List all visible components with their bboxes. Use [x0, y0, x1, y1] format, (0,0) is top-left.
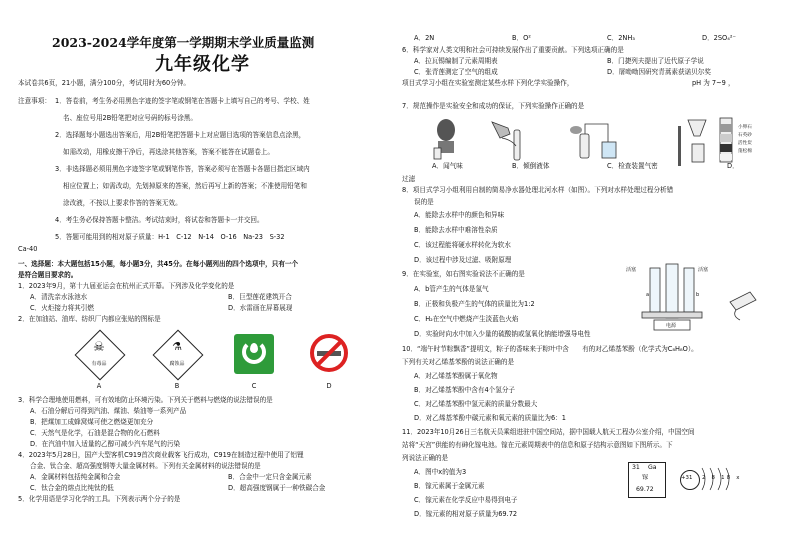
notice-1b: 名、座位号用2B铅笔把对应号码的标号涂黑。 [63, 114, 197, 122]
atomic-mass: 69.72 [636, 486, 654, 493]
q4-option-b: B．合金中一定只含金属元素 [228, 473, 312, 481]
q2-sign-b: ⚗ 腐蚀品 B [153, 330, 201, 378]
element-symbol: Ga [648, 464, 657, 471]
q4-option-c: C．钛合金的熔点比纯钛的低 [30, 484, 114, 492]
q4-stem: 4．2023年5月28日，国产大型客机C919首次商业载客飞行成功，C919在制造过程中使用了铝锂 [18, 451, 304, 459]
q1-option-c: C．火炬接力将其引燃 [30, 304, 94, 312]
q6-line3: pH 为 7~9 ， [692, 79, 735, 87]
notice-1a: 1．答卷前，考生务必用黑色字迹的签字笔或钢笔在答题卡上填写自己的考号、学校、姓 [55, 97, 310, 105]
q1-stem: 1．2023年9月，第十九届亚运会在杭州正式开幕。下列涉及化学变化的是 [18, 282, 235, 290]
q9-option-a: A．b管产生的气体是氢气 [414, 285, 489, 293]
q9-option-b: B．正极和负极产生的气体的质量比为1:2 [414, 300, 535, 308]
smell-figure [434, 119, 455, 159]
notice-3a: 3．非选择题必须用黑色字迹签字笔或钢笔作答，答案必须写在答题卡各题目指定区域内 [55, 165, 310, 173]
section1-heading: 一、选择题：本大题包括15小题，每小题3分，共45分。在每小题列出的四个选项中，只有一个 [18, 260, 299, 268]
q11-option-a: A．图中x的值为3 [414, 468, 467, 476]
exam-info: 本试卷共6页，21小题，满分100分，考试用时为60分钟。 [18, 79, 191, 87]
q6-option-a: A．拉瓦锡编制了元素周期表 [414, 57, 498, 65]
exam-title: 2023-2024学年度第一学期期末学业质量监测 [52, 35, 315, 50]
q5-option-b: B．O² [512, 34, 531, 42]
q10-option-a: A．对乙烯基苯酚属于氧化物 [414, 372, 498, 380]
q6-option-c: C．张青莲测定了空气的组成 [414, 68, 498, 76]
q6-option-b: B．门捷列夫提出了近代原子学说 [607, 57, 704, 65]
q2-signs [75, 330, 375, 390]
q1-option-a: A．清洗亲水泳池水 [30, 293, 88, 301]
q3-stem: 3．科学合理地使用燃料，可有效地防止环境污染。下列关于燃料与燃烧的说法错误的是 [18, 396, 273, 404]
notice-label: 注意事项： [18, 97, 51, 105]
q11-option-c: C．镓元素在化学反应中易得到电子 [414, 496, 518, 504]
q7-option-b: B．倾倒液体 [512, 162, 550, 170]
q2-sign-d: D [305, 330, 353, 378]
electrolysis-svg [620, 262, 770, 332]
q11-option-b: B．镓元素属于金属元素 [414, 482, 485, 490]
q4-option-d: D．超高强度钢属于一种铁碳合金 [228, 484, 326, 492]
nucleus-charge: +31 [681, 475, 693, 481]
q6-stem: 6．科学家对人类文明和社会可持续发展作出了重要贡献。下列选项正确的是 [402, 46, 624, 54]
notice-3c: 涂改液，不按以上要求作答的答案无效。 [63, 199, 182, 207]
q10-stem2: 下列有关对乙烯基苯酚的说法正确的是 [402, 358, 515, 366]
airtight-figure [570, 124, 616, 158]
q5-option-c: C．2NH₃ [607, 34, 635, 42]
atomic-number: 31 [632, 464, 640, 471]
q8-stem2: 误的是 [414, 198, 434, 206]
q5-stem: 5．化学用语是学习化学的工具。下列表示两个分子的是 [18, 495, 181, 503]
q3-option-b: B．把煤加工成蜂窝煤可使之燃烧更加充分 [30, 418, 154, 426]
q9-option-c: C．H₂在空气中燃烧产生淡蓝色火焰 [414, 315, 519, 323]
q4-option-a: A．金属材料包括纯金属和合金 [30, 473, 121, 481]
atom-diagram [680, 466, 750, 492]
q10-option-d: D．对乙烯基苯酚中碳元素和氧元素的质量比为6：1 [414, 414, 566, 422]
element-name: 镓 [642, 474, 649, 481]
element-tile [628, 462, 666, 498]
notice-tail: Ca-40 [18, 245, 38, 253]
section1-heading2: 是符合题目要求的。 [18, 271, 78, 279]
q6-option-d: D．屠呦呦因研究青蒿素获诺贝尔奖 [607, 68, 711, 76]
q9-stem: 9．在实验室，如右图实验说法不正确的是 [402, 270, 525, 278]
notice-4: 4．考生务必保持答题卡整洁。考试结束时，将试卷和答题卡一并交回。 [55, 216, 264, 224]
q6-line2: 项目式学习小组在实验室测定某些水样下列化学实验操作， [402, 79, 574, 87]
corrosive-icon: ⚗ [172, 340, 182, 353]
q1-option-b: B．巨型莲花建筑开合 [228, 293, 292, 301]
q5-option-a: A．2N [414, 34, 435, 42]
notice-2b: 如需改动，用橡皮擦干净后，再选涂其他答案，答案不能答在试题卷上。 [63, 148, 274, 156]
notice-5: 5．答题可能用到的相对原子质量：H-1 C-12 N-14 O-16 Na-23 S-32 [55, 233, 285, 241]
q2-sign-a: ☠ 有毒品 A [75, 330, 123, 378]
q7-figures [430, 116, 770, 166]
q8-option-d: D．该过程中涉及过滤、吸附原理 [414, 256, 512, 264]
q4-stem2: 合金、钛合金、超高强度钢等大量金属材料。下列有关金属材料的说法错误的是 [30, 462, 261, 470]
q10-stem: 10．“端午时节粽飘香”提明文，粽子的香味来于粽叶中含 有的对乙烯基苯酚（化学式为C₈H₈O）。 [402, 345, 698, 353]
notice-3b: 相应位置上；如需改动，先划掉原来的答案，然后再写上新的答案；不准使用铅笔和 [63, 182, 307, 190]
notice-2a: 2．选择题每小题选出答案后，用2B铅笔把答题卡上对应题目选项的答案信息点涂黑， [55, 131, 306, 139]
q5-option-d: D．2SO₄²⁻ [702, 34, 737, 42]
q11-stem3: 列说法正确的是 [402, 454, 449, 462]
filter-labels: 小卵石 石英砂 活性炭 蓬松棉 [738, 125, 752, 154]
q7-option-c: C．检查装置气密 [607, 162, 658, 170]
skull-icon: ☠ [93, 340, 105, 355]
q8-option-b: B．能除去水样中难溶性杂质 [414, 226, 498, 234]
q3-option-c: C．天然气是化学，石油是混合物的化石燃料 [30, 429, 160, 437]
q7-option-a: A．闻气味 [432, 162, 463, 170]
q7-option-d: D． [727, 162, 739, 170]
electron-shells: 2 8 18 x [702, 475, 742, 481]
q9-option-d: D．实验时向水中加入少量的硫酸钠或氢氧化钠能增强导电性 [414, 330, 591, 338]
exam-subject: 九年级化学 [155, 54, 250, 75]
q7-figures-svg [430, 116, 770, 166]
q1-option-d: D．水雷画在屏幕展现 [228, 304, 293, 312]
q3-option-a: A．石油分解后可得到汽油、煤油、柴油等一系列产品 [30, 407, 187, 415]
q11-stem2: 站将“天宫”供能的有砷化镓电池。镓在元素周期表中的信息和原子结构示意图如下图所示。下 [402, 441, 673, 449]
filter-figure [678, 118, 732, 166]
pour-figure [492, 122, 520, 160]
q3-option-d: D．在汽油中加入适量的乙醇可减少汽车尾气的污染 [30, 440, 181, 448]
q11-option-d: D．镓元素的相对原子质量为69.72 [414, 510, 518, 518]
q9-figure: 活塞 活塞 a b 电源 [620, 262, 770, 332]
q7-stem: 7．规范操作是实验安全和成功的保证，下列实验操作正确的是 [402, 102, 585, 110]
q8-option-c: C．该过程能将硬水样转化为软水 [414, 241, 511, 249]
q7-tail: 过滤 [402, 175, 416, 183]
q10-option-b: B．对乙烯基苯酚中含有4个氢分子 [414, 386, 516, 394]
q8-option-a: A．能除去水样中的颜色和异味 [414, 211, 505, 219]
q2-stem: 2．在加油站、油库、纺织厂内都应张贴的图标是 [18, 315, 161, 323]
q10-option-c: C．对乙烯基苯酚中氢元素的质量分数最大 [414, 400, 538, 408]
q2-sign-c: C [230, 330, 278, 378]
q11-stem: 11．2023年10月26日三名航天员乘组进驻中国空间站，据中国载人航天工程办公室介绍，中国空间 [402, 428, 695, 436]
q8-stem: 8．项目式学习小组利用自制的简易净水器处理北河水样（如图）。下列对水样处理过程分析错 [402, 186, 674, 194]
